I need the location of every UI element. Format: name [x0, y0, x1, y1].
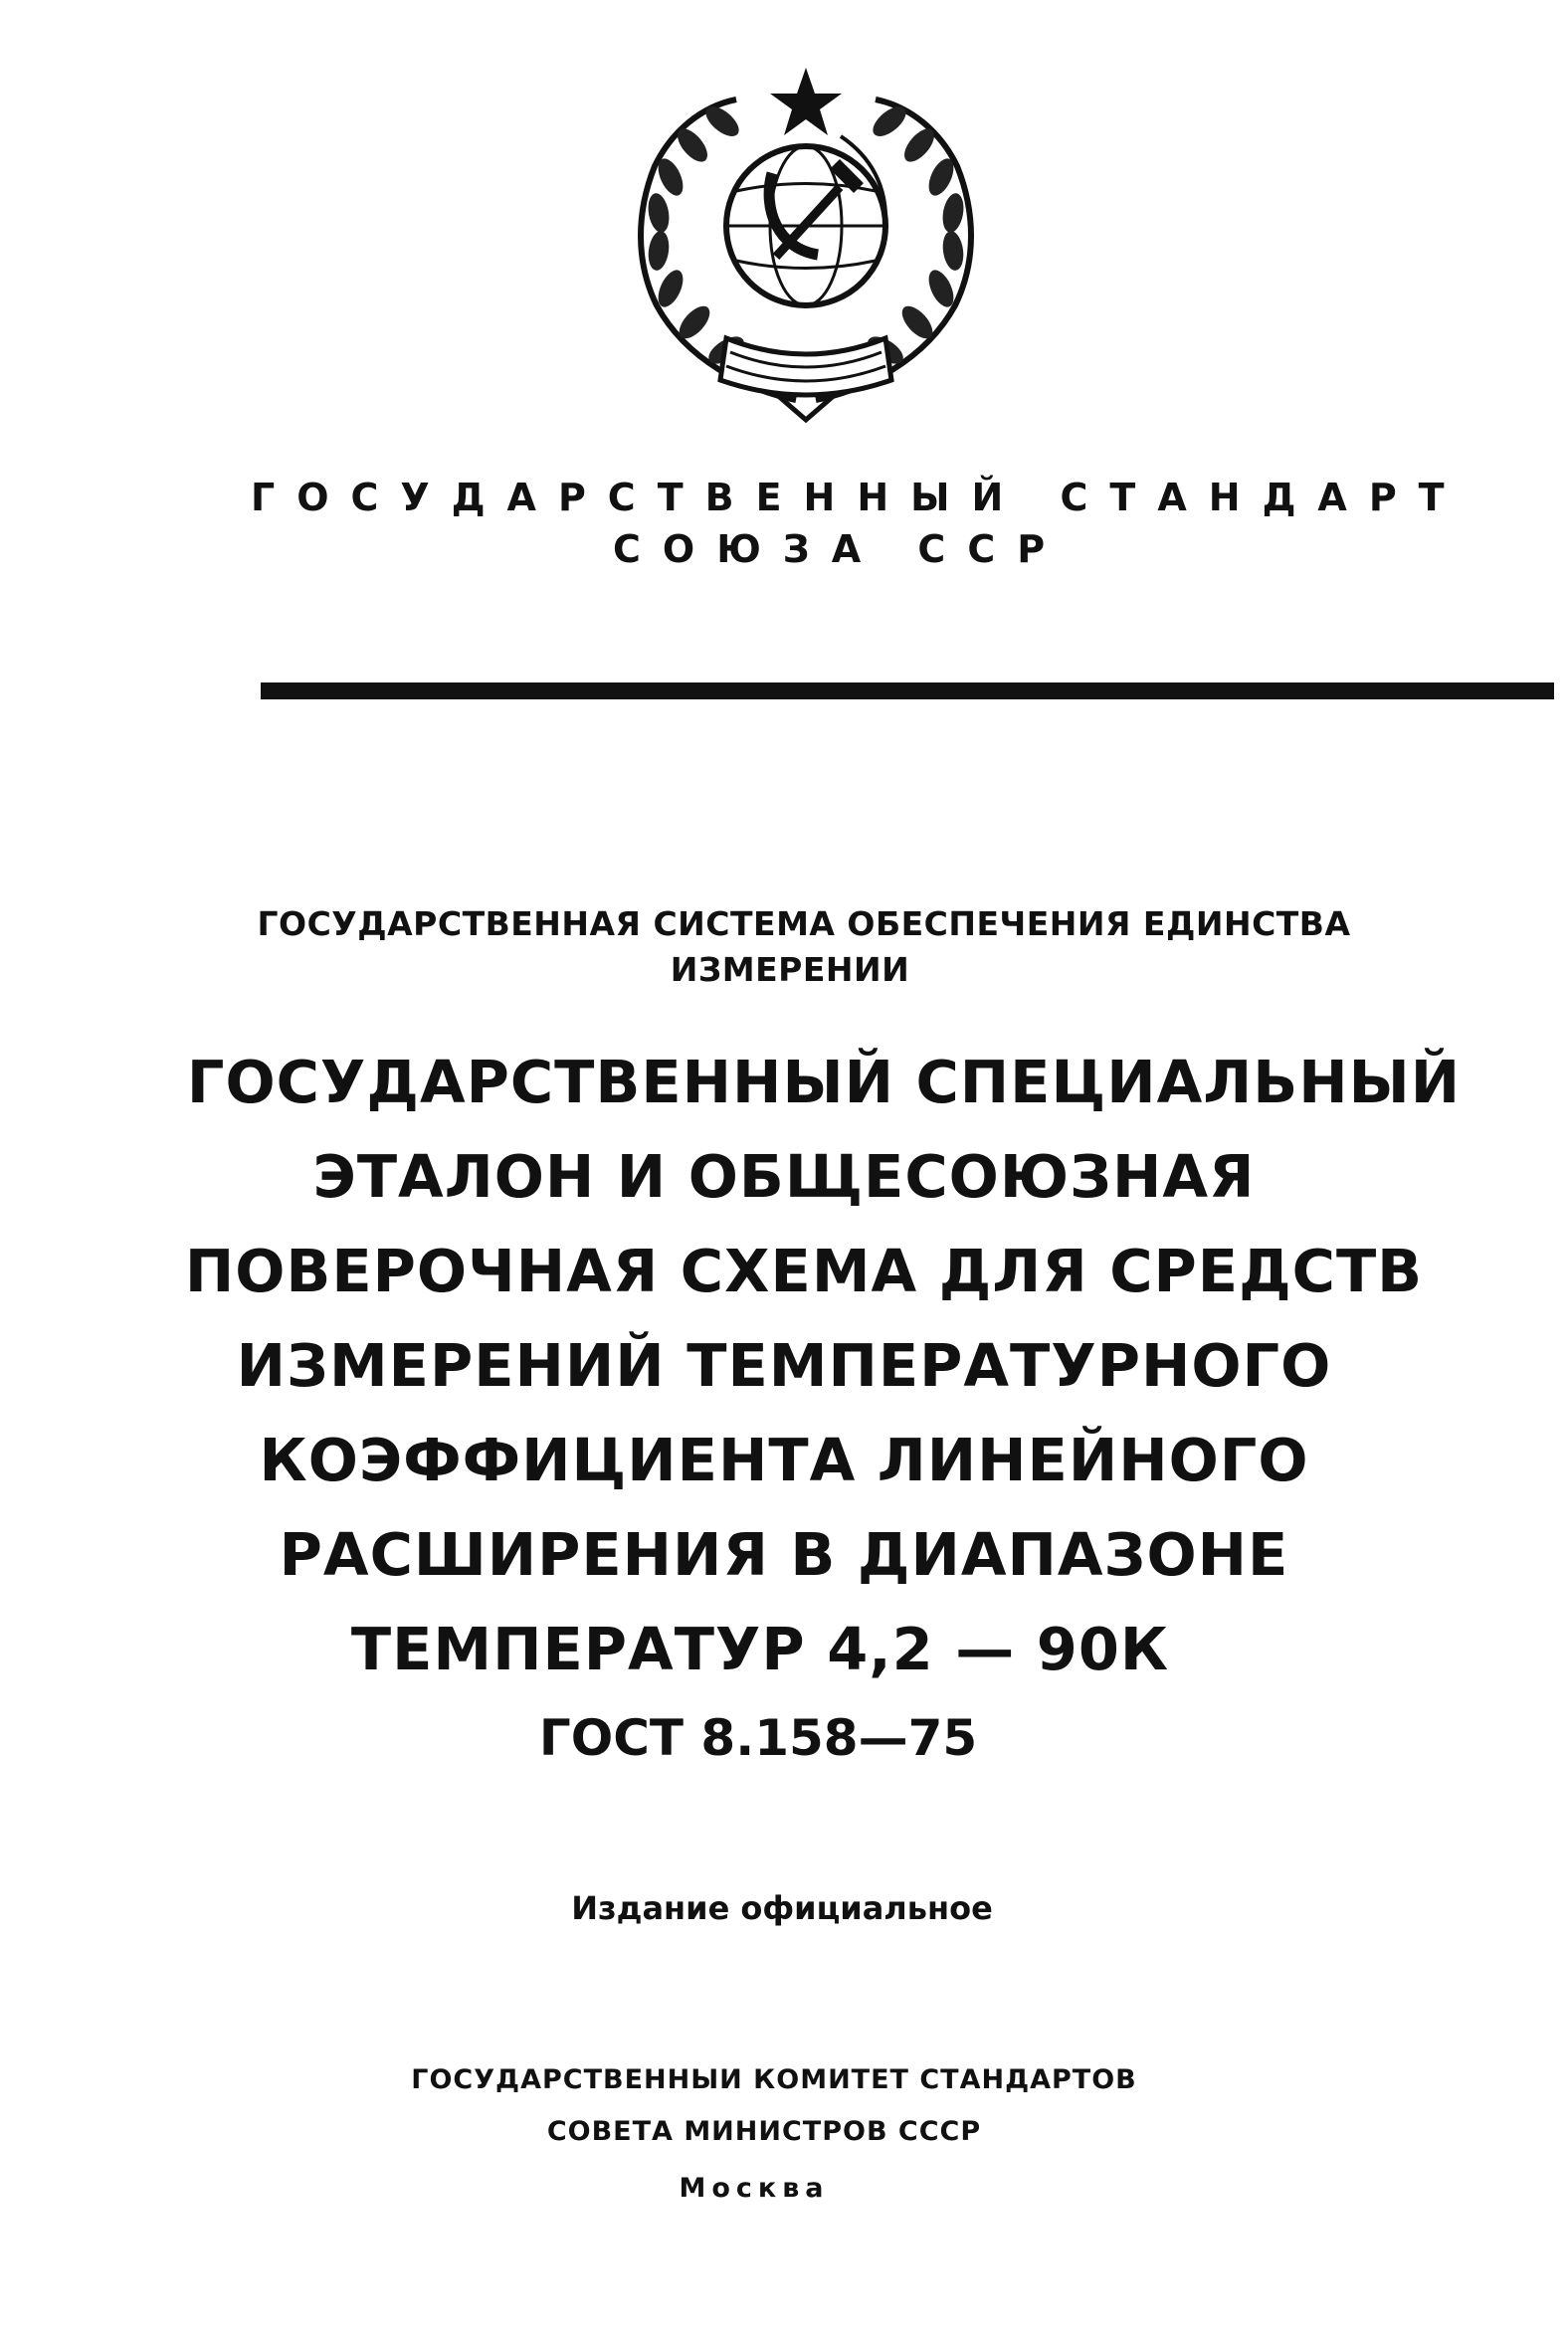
- document-title-line-4: ИЗМЕРЕНИЙ ТЕМПЕРАТУРНОГО: [236, 1331, 1332, 1400]
- document-title-line-5: КОЭФФИЦИЕНТА ЛИНЕЙНОГО: [259, 1426, 1309, 1494]
- ussr-state-emblem-icon: [627, 62, 985, 430]
- publisher-line-1: ГОСУДАРСТВЕННЫИ КОМИТЕТ СТАНДАРТОВ: [411, 2064, 1137, 2095]
- publisher-line-2: СОВЕТА МИНИСТРОВ СССР: [546, 2116, 982, 2147]
- standard-number: ГОСТ 8.158—75: [538, 1709, 978, 1767]
- edition-label: Издание официальное: [571, 1889, 993, 1927]
- series-title-line-2: ИЗМЕРЕНИИ: [670, 950, 910, 989]
- series-title-line-1: ГОСУДАРСТВЕННАЯ СИСТЕМА ОБЕСПЕЧЕНИЯ ЕДИНСТВА: [257, 904, 1351, 943]
- header-divider: [261, 682, 1554, 699]
- document-title-line-2: ЭТАЛОН И ОБЩЕСОЮЗНАЯ: [312, 1142, 1256, 1211]
- document-title-line-7: ТЕМПЕРАТУР 4,2 — 90К: [350, 1615, 1170, 1683]
- document-title-line-3: ПОВЕРОЧНАЯ СХЕМА ДЛЯ СРЕДСТВ: [184, 1237, 1424, 1305]
- header-union-title: СОЮЗА ССР: [613, 527, 1068, 571]
- publication-city: Москва: [679, 2173, 830, 2204]
- document-title-line-1: ГОСУДАРСТВЕННЫЙ СПЕЦИАЛЬНЫЙ: [186, 1048, 1462, 1116]
- document-title-line-6: РАСШИРЕНИЯ В ДИАПАЗОНЕ: [279, 1520, 1289, 1589]
- header-standard-title: ГОСУДАРСТВЕННЫЙ СТАНДАРТ: [251, 476, 1467, 519]
